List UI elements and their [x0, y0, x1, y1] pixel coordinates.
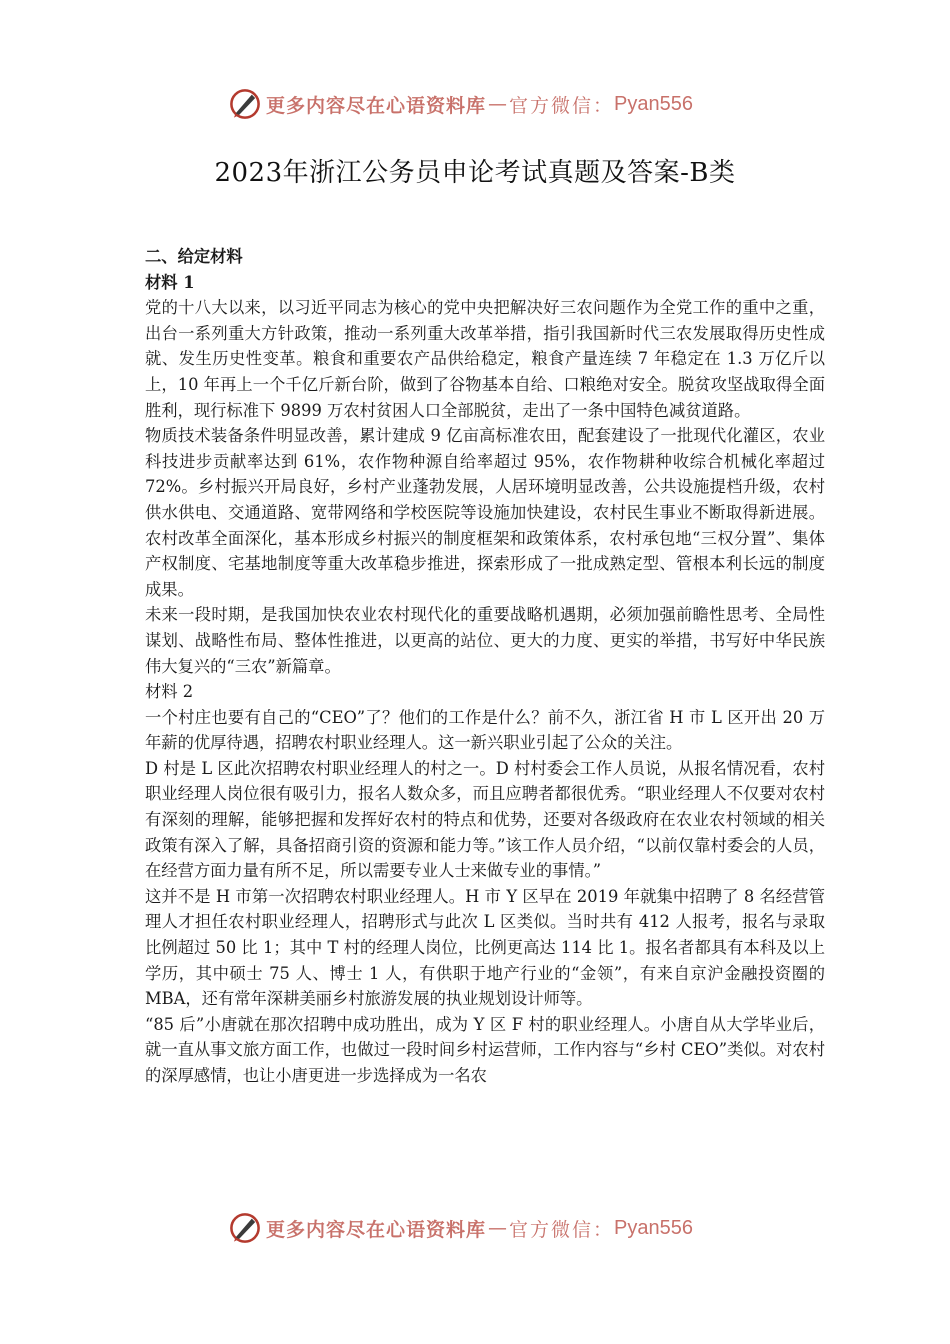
banner-dash: — — [488, 1217, 508, 1239]
material-2-paragraph: D 村是 L 区此次招聘农村职业经理人的村之一。D 村村委会工作人员说，从报名情况看，农村职业经理人岗位很有吸引力，报名人数众多，而且应聘者都很优秀。“职业经理人不仅要对农村有深刻的理解，能够把握和发挥好农村的特点和优势，还要对各级政府在农业农村领域的相关政策有深入了解，具备招商引资的资源和能力等。”该工作人员介绍，“以前仅靠村委会的人员，在经营方面力量有所不足，所以需要专业人士来做专业的事情。” — [145, 758, 825, 881]
material-1-heading: 材料 1 — [145, 272, 195, 292]
watermark-banner-top — [228, 86, 693, 122]
material-2-paragraph: “85 后”小唐就在那次招聘中成功胜出，成为 Y 区 F 村的职业经理人。小唐自从大学毕业后，就一直从事文旅方面工作，也做过一段时间乡村运营师，工作内容与“乡村 CEO”类似。对农村的深厚感情，也让小唐更进一步选择成为一名农 — [145, 1014, 825, 1085]
banner-wechat-id: Pyan556 — [614, 1216, 693, 1239]
material-1-paragraph: 物质技术装备条件明显改善，累计建成 9 亿亩高标准农田，配套建设了一批现代化灌区，农业科技进步贡献率达到 61%，农作物种源自给率超过 95%，农作物耕种收综合机械化率超过 72%。乡村振兴开局良好，乡村产业蓬勃发展，人居环境明显改善，公共设施提档升级，农村供水供电、交通道路、宽带网络和学校医院等设施加快建设，农村民生事业不断取得新进展。农村改革全面深化，基本形成乡村振兴的制度框架和政策体系，农村承包地“三权分置”、集体产权制度、宅基地制度等重大改革稳步推进，探索形成了一批成熟定型、管根本利长远的制度成果。 — [145, 426, 825, 599]
pen-logo-icon — [228, 87, 262, 121]
section-heading: 二、给定材料 — [145, 247, 243, 266]
material-2-paragraph: 这并不是 H 市第一次招聘农村职业经理人。H 市 Y 区早在 2019 年就集中招聘了 8 名经营管理人才担任农村职业经理人，招聘形式与此次 L 区类似。当时共有 412 人报考，报名与录取比例超过 50 比 1；其中 T 村的经理人岗位，比例更高达 114 比 1。报名者都具有本科及以上学历，其中硕士 75 人、博士 1 人，有供职于地产行业的“金领”，有来自京沪金融投资圈的 MBA，还有常年深耕美丽乡村旅游发展的执业规划设计师等。 — [145, 886, 825, 1009]
material-2-heading: 材料 2 — [145, 682, 194, 702]
banner-text: 更多内容尽在心语资料库 — [266, 1218, 487, 1241]
material-1-paragraph: 党的十八大以来，以习近平同志为核心的党中央把解决好三农问题作为全党工作的重中之重，出台一系列重大方针政策，推动一系列重大改革举措，指引我国新时代三农发展取得历史性成就、发生历史性变革。粮食和重要农产品供给稳定，粮食产量连续 7 年稳定在 1.3 万亿斤以上，10 年再上一个千亿斤新台阶，做到了谷物基本自给、口粮绝对安全。脱贫攻坚战取得全面胜利，现行标准下 9899 万农村贫困人口全部脱贫，走出了一条中国特色减贫道路。 — [145, 298, 825, 420]
banner-wechat-id: Pyan556 — [614, 92, 693, 115]
document-body — [145, 244, 825, 1089]
banner-dash: — — [488, 93, 508, 115]
banner-wechat-label: 官方微信： — [509, 1218, 615, 1241]
banner-text: 更多内容尽在心语资料库 — [266, 94, 487, 117]
material-1-paragraph: 未来一段时期，是我国加快农业农村现代化的重要战略机遇期，必须加强前瞻性思考、全局性谋划、战略性布局、整体性推进，以更高的站位、更大的力度、更实的举措，书写好中华民族伟大复兴的“三农”新篇章。 — [145, 605, 825, 676]
watermark-banner-bottom — [228, 1210, 693, 1246]
material-2-paragraph: 一个村庄也要有自己的“CEO”了？他们的工作是什么？前不久，浙江省 H 市 L 区开出 20 万年薪的优厚待遇，招聘农村职业经理人。这一新兴职业引起了公众的关注。 — [145, 707, 825, 753]
pen-logo-icon — [228, 1211, 262, 1245]
banner-wechat-label: 官方微信： — [509, 94, 615, 117]
document-title: 2023年浙江公务员申论考试真题及答案-B类 — [214, 158, 736, 188]
